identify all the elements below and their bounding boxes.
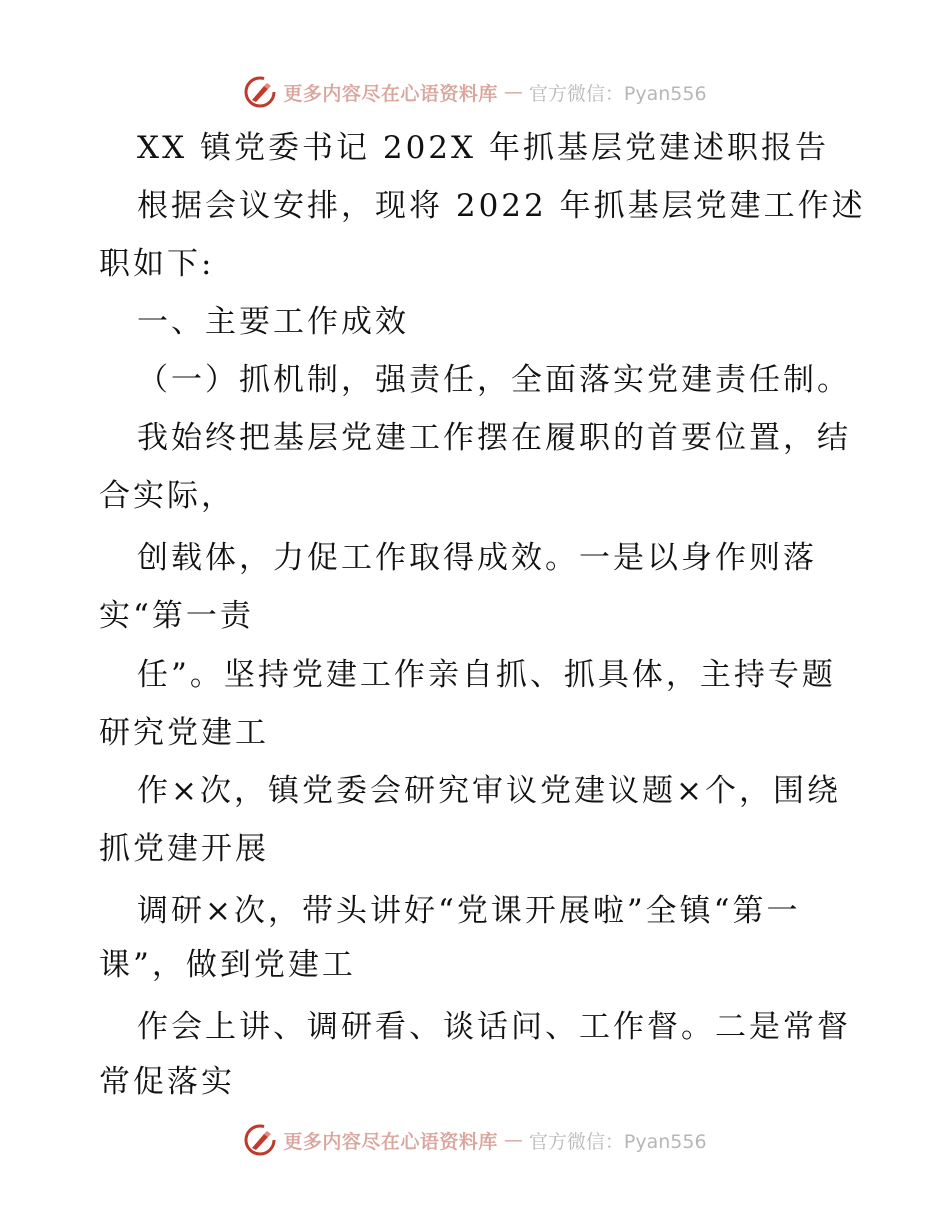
paragraph-line: 作会上讲、调研看、谈话问、工作督。二是常督	[137, 1009, 851, 1045]
paragraph-line: 根据会议安排，现将 2022 年抓基层党建工作述	[137, 188, 866, 224]
paragraph-line: 实“第一责	[99, 598, 254, 634]
subsection-heading: （一）抓机制，强责任，全面落实党建责任制。	[137, 362, 851, 398]
paragraph-line: 抓党建开展	[99, 831, 269, 867]
watermark-footer	[0, 1120, 950, 1160]
paragraph-line: 任”。坚持党建工作亲自抓、抓具体，主持专题	[137, 657, 836, 693]
pen-circle-logo-icon	[243, 75, 277, 109]
paragraph-line: 常促落实	[99, 1064, 235, 1100]
watermark-separator: —	[503, 1129, 523, 1151]
watermark-header	[0, 72, 950, 112]
watermark-contact: 官方微信：Pyan556	[528, 82, 707, 105]
paragraph-line: 创载体，力促工作取得成效。一是以身作则落	[137, 540, 817, 576]
paragraph-line: 研究党建工	[99, 715, 269, 751]
watermark-separator: —	[503, 81, 523, 103]
document-title: XX 镇党委书记 202X 年抓基层党建述职报告	[137, 130, 829, 166]
paragraph-line: 合实际，	[99, 478, 235, 514]
paragraph-line: 作×次，镇党委会研究审议党建议题×个，围绕	[137, 773, 841, 809]
watermark-contact: 官方微信：Pyan556	[528, 1130, 707, 1153]
paragraph-line: 职如下:	[99, 246, 215, 282]
paragraph-line: 我始终把基层党建工作摆在履职的首要位置，结	[137, 420, 851, 456]
pen-circle-logo-icon	[243, 1123, 277, 1157]
paragraph-line: 调研×次，带头讲好“党课开展啦”全镇“第一	[137, 893, 801, 929]
section-heading: 一、主要工作成效	[137, 304, 409, 340]
paragraph-line: 课”，做到党建工	[99, 947, 356, 983]
watermark-brand: 更多内容尽在心语资料库	[283, 82, 498, 105]
watermark-brand: 更多内容尽在心语资料库	[283, 1130, 498, 1153]
